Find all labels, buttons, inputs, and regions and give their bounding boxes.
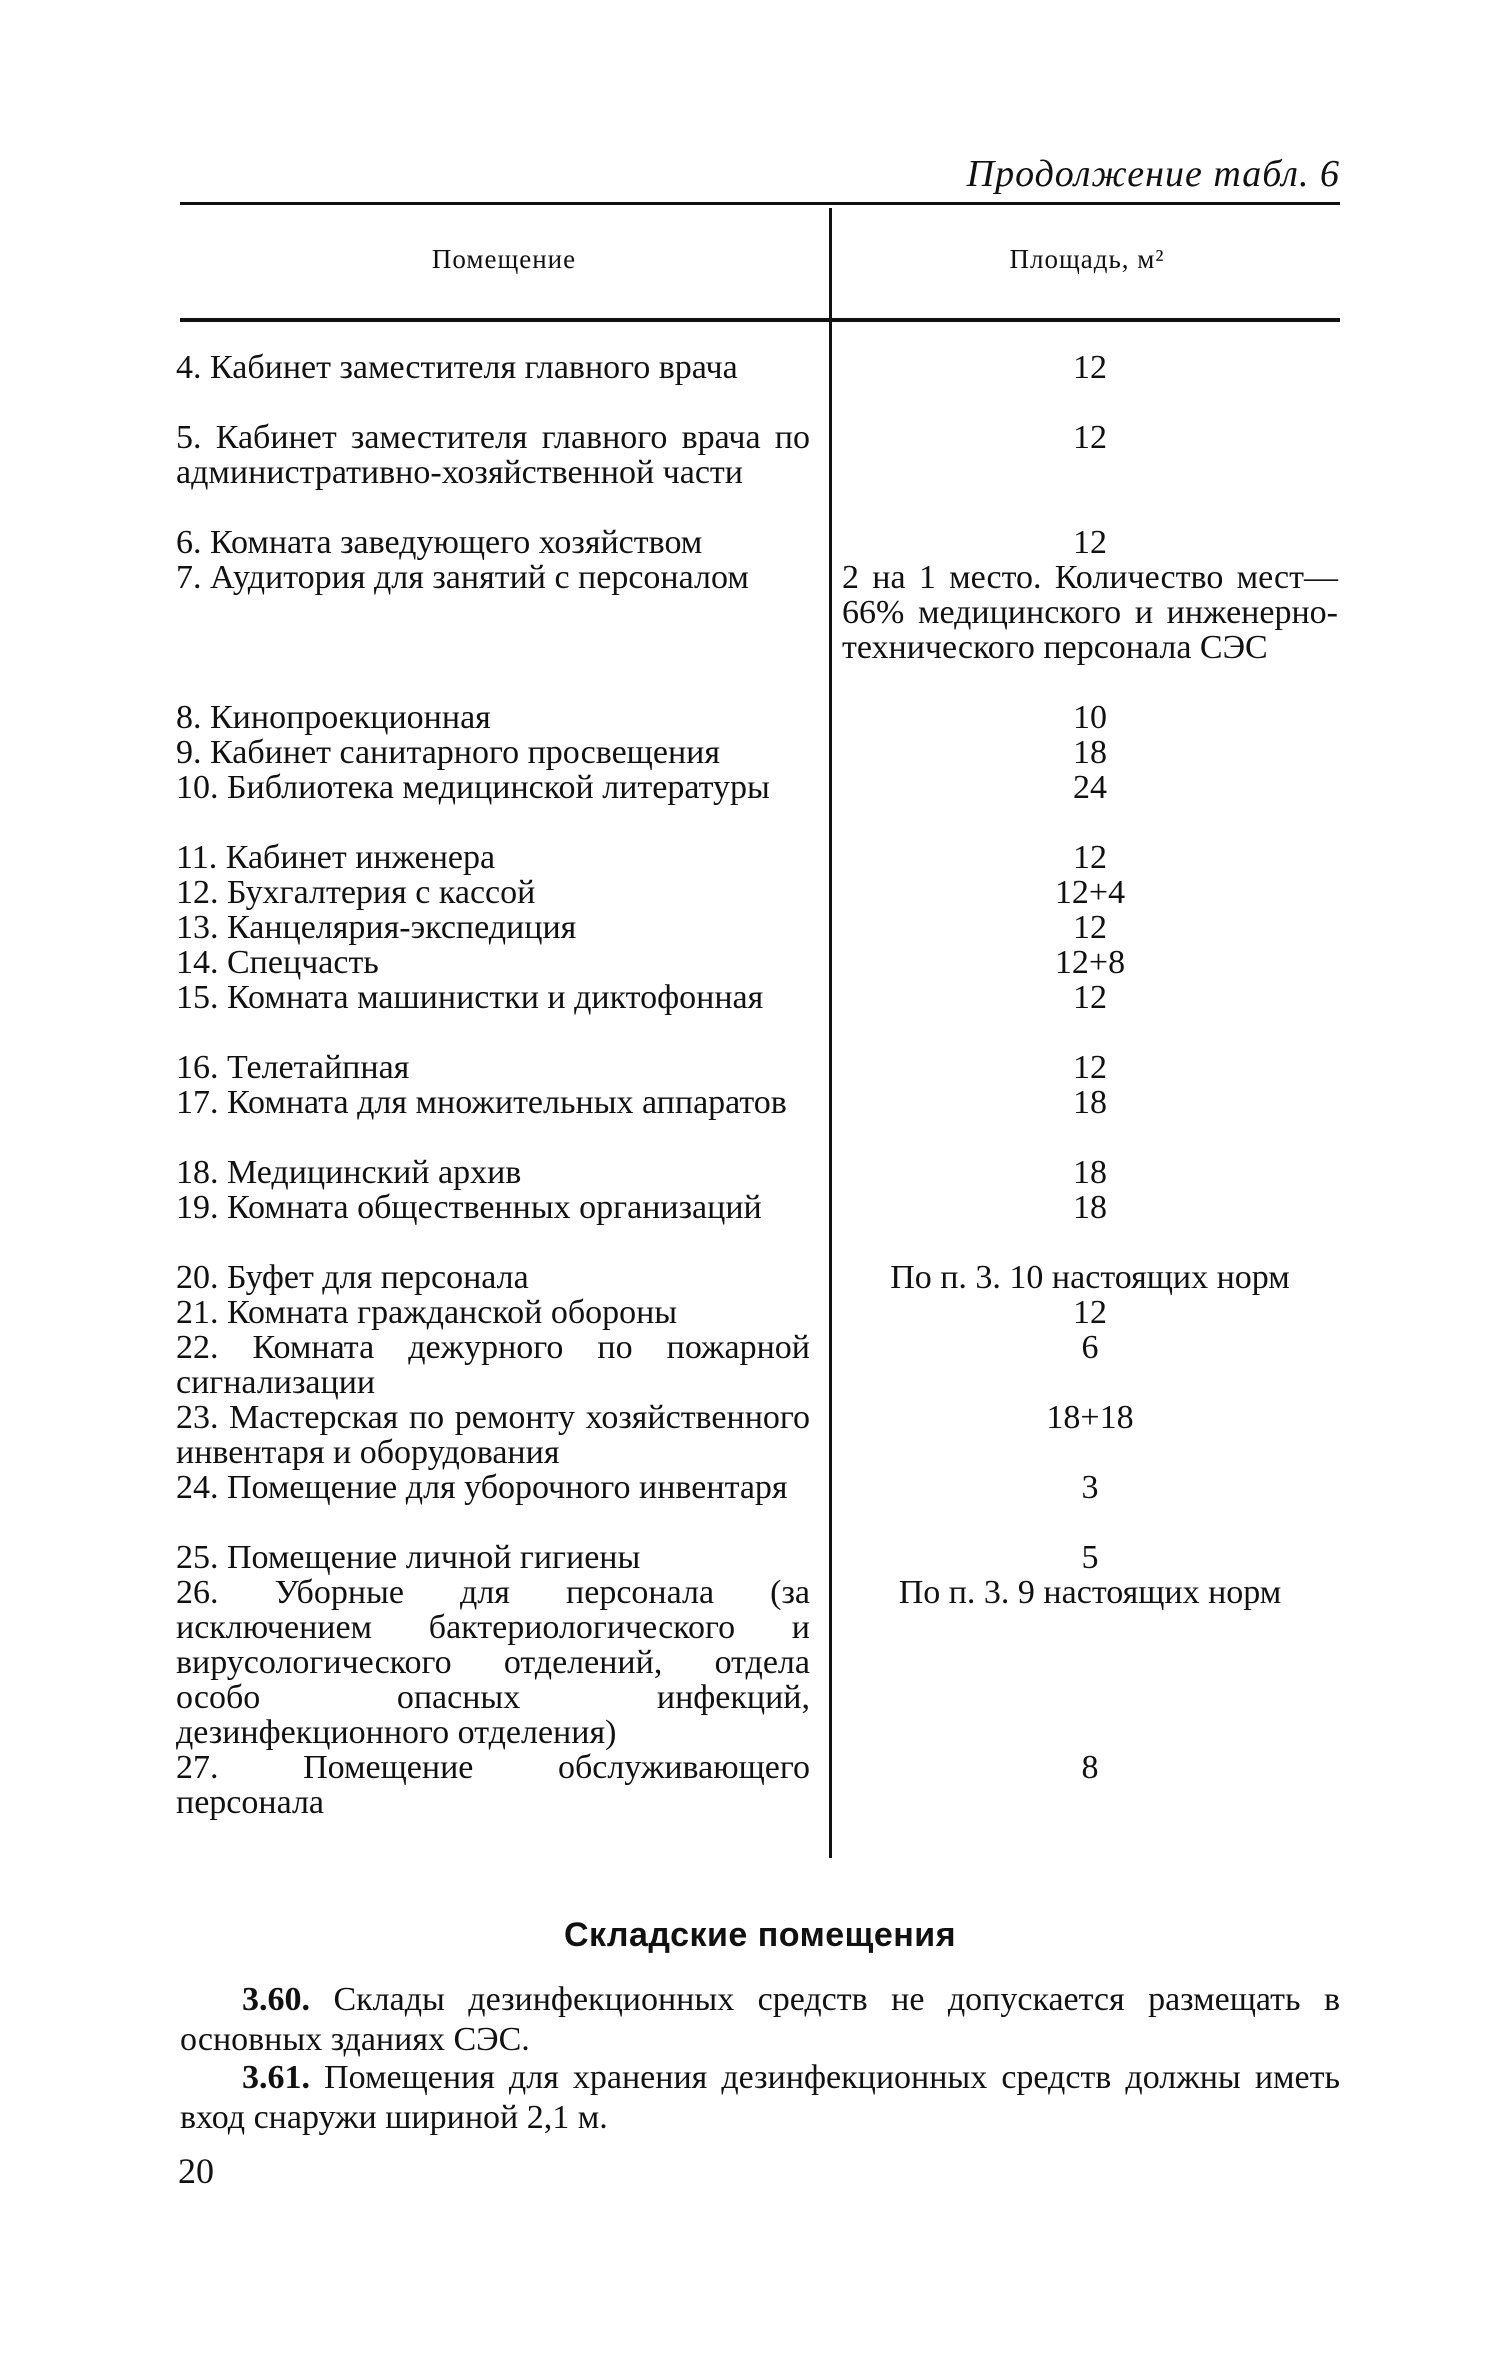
- table-row: [176, 735, 1342, 770]
- area-cell: 12: [1073, 1049, 1107, 1086]
- area-cell: По п. 3. 9 настоящих норм: [898, 1574, 1282, 1611]
- table-row: [176, 980, 1342, 1050]
- paragraph: [180, 1980, 1340, 2060]
- table-row: [176, 840, 1342, 875]
- room-cell: 4. Кабинет заместителя главного врача: [176, 349, 738, 386]
- area-cell: 12: [1073, 419, 1107, 456]
- table-row: [176, 420, 1342, 525]
- room-cell: 22. Комната дежурного по пожарной сигнализации: [176, 1329, 810, 1401]
- table-row: [176, 1330, 1342, 1400]
- room-cell: 25. Помещение личной гигиены: [176, 1539, 641, 1576]
- area-cell: 18: [1073, 1084, 1107, 1121]
- table-row: [176, 1190, 1342, 1260]
- table-row: [176, 1575, 1342, 1750]
- table-row: [176, 560, 1342, 700]
- room-cell: 26. Уборные для персонала (за исключением бактериологического и вирусологического отделений, отдела особо опасных инфекций, дезинфекционного отделения): [176, 1574, 810, 1751]
- area-cell: 12: [1073, 979, 1107, 1016]
- area-cell: По п. 3. 10 настоящих норм: [890, 1259, 1290, 1296]
- area-cell: 12+8: [1054, 944, 1126, 981]
- column-header-area: Площадь, м²: [1009, 244, 1165, 274]
- table-row: [176, 1260, 1342, 1295]
- paragraph: [180, 2058, 1340, 2138]
- room-cell: 27. Помещение обслуживающего персонала: [176, 1749, 810, 1821]
- area-cell: 12: [1073, 349, 1107, 386]
- room-cell: 23. Мастерская по ремонту хозяйственного инвентаря и оборудования: [176, 1399, 810, 1471]
- room-cell: 19. Комната общественных организаций: [176, 1189, 762, 1226]
- area-cell: 3: [1081, 1469, 1099, 1506]
- table-row: [176, 1540, 1342, 1575]
- room-cell: 17. Комната для множительных аппаратов: [176, 1084, 787, 1121]
- table-row: [176, 1295, 1342, 1330]
- area-cell: 18+18: [1046, 1399, 1134, 1436]
- room-cell: 21. Комната гражданской обороны: [176, 1294, 678, 1331]
- table-row: [176, 700, 1342, 735]
- area-cell: 6: [1081, 1329, 1099, 1366]
- table-row: [176, 1750, 1342, 1820]
- paragraph-number: 3.61.: [242, 2059, 310, 2096]
- area-cell: 12: [1073, 909, 1107, 946]
- area-cell: 12+4: [1054, 874, 1126, 911]
- table-row: [176, 1085, 1342, 1155]
- area-cell: 18: [1073, 734, 1107, 771]
- table-row: [176, 525, 1342, 560]
- room-cell: 16. Телетайпная: [176, 1049, 410, 1086]
- room-cell: 8. Кинопроекционная: [176, 699, 491, 736]
- table-row: [176, 350, 1342, 420]
- room-cell: 7. Аудитория для занятий с персоналом: [176, 559, 749, 596]
- area-cell: 12: [1073, 524, 1107, 561]
- paragraph-text: Помещения для хранения дезинфекционных средств должны иметь вход снаружи шириной 2,1 м.: [180, 2059, 1340, 2136]
- section-title: Складские помещения: [563, 1916, 957, 1954]
- table-row: [176, 1050, 1342, 1085]
- table-body: [176, 350, 1342, 1820]
- room-cell: 13. Канцелярия-экспедиция: [176, 909, 577, 946]
- table-row: [176, 1400, 1342, 1470]
- area-cell: 18: [1073, 1189, 1107, 1226]
- table-top-rule: [180, 202, 1340, 205]
- room-cell: 14. Спецчасть: [176, 944, 379, 981]
- room-cell: 9. Кабинет санитарного просвещения: [176, 734, 720, 771]
- area-cell: 8: [1081, 1749, 1099, 1786]
- area-cell: 10: [1073, 699, 1107, 736]
- table-header-rule: [180, 318, 1340, 322]
- page-number: 20: [178, 2151, 214, 2191]
- table-row: [176, 1155, 1342, 1190]
- area-cell: 5: [1081, 1539, 1099, 1576]
- table-row: [176, 1470, 1342, 1540]
- room-cell: 6. Комната заведующего хозяйством: [176, 524, 703, 561]
- area-cell: 2 на 1 место. Количество мест—66% медицинского и инженерно-технического персонала СЭС: [842, 559, 1338, 666]
- area-cell: 24: [1073, 769, 1107, 806]
- paragraph-number: 3.60.: [242, 1981, 310, 2018]
- table-row: [176, 875, 1342, 910]
- table-row: [176, 910, 1342, 945]
- table-row: [176, 770, 1342, 840]
- room-cell: 5. Кабинет заместителя главного врача по административно-хозяйственной части: [176, 419, 810, 491]
- room-cell: 11. Кабинет инженера: [176, 839, 496, 876]
- column-header-room: Помещение: [431, 244, 577, 274]
- continuation-label: Продолжение табл. 6: [966, 153, 1340, 195]
- area-cell: 12: [1073, 1294, 1107, 1331]
- room-cell: 15. Комната машинистки и диктофонная: [176, 979, 764, 1016]
- paragraph-text: Склады дезинфекционных средств не допускается размещать в основных зданиях СЭС.: [180, 1981, 1340, 2058]
- room-cell: 20. Буфет для персонала: [176, 1259, 529, 1296]
- area-cell: 18: [1073, 1154, 1107, 1191]
- room-cell: 12. Бухгалтерия с кассой: [176, 874, 536, 911]
- room-cell: 24. Помещение для уборочного инвентаря: [176, 1469, 788, 1506]
- room-cell: 10. Библиотека медицинской литературы: [176, 769, 770, 806]
- table-row: [176, 945, 1342, 980]
- room-cell: 18. Медицинский архив: [176, 1154, 522, 1191]
- area-cell: 12: [1073, 839, 1107, 876]
